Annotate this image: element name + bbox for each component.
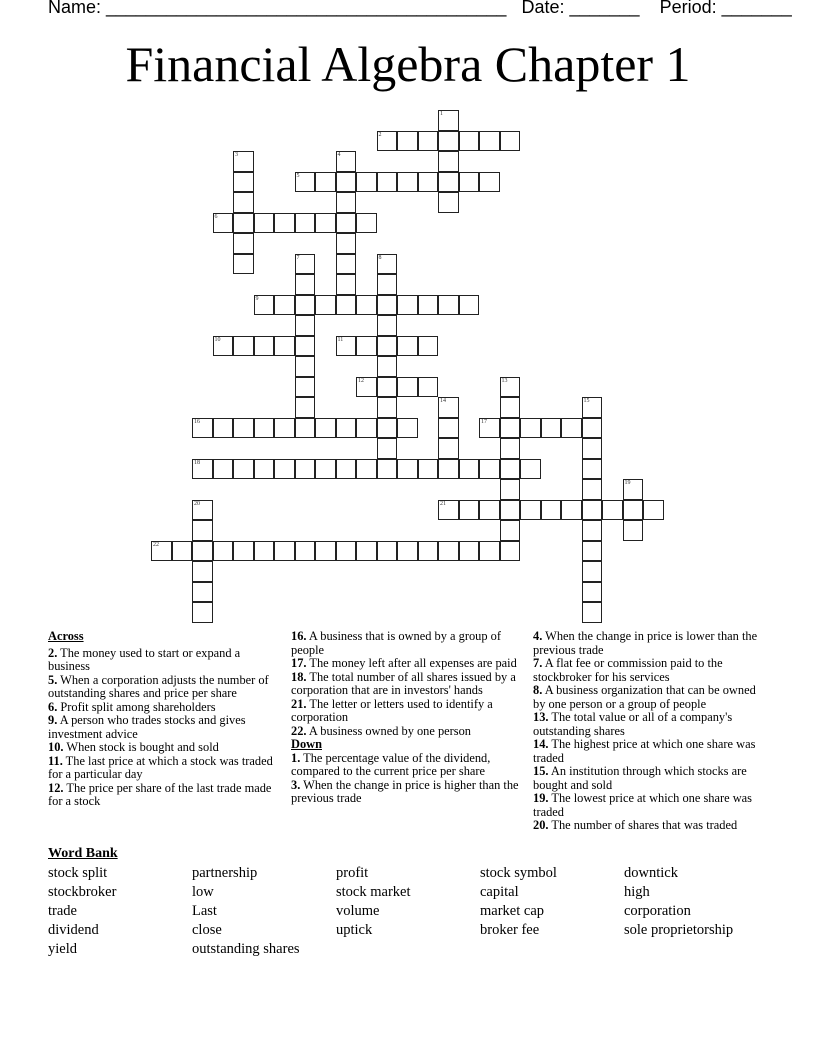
clue-down-13: 13. The total value or all of a company's outstanding shares: [533, 710, 733, 738]
grid-cell[interactable]: [582, 541, 603, 562]
word-bank-item: Last: [192, 903, 217, 919]
grid-cell[interactable]: [295, 397, 316, 418]
clue-number: 9: [255, 295, 259, 302]
clue-number: 16: [194, 418, 200, 425]
clue-number: 1: [440, 111, 443, 117]
down-heading: Down: [291, 737, 322, 751]
grid-cell[interactable]: [336, 233, 357, 254]
grid-cell[interactable]: [233, 151, 254, 172]
grid-cell[interactable]: [274, 213, 295, 234]
grid-cell[interactable]: [623, 520, 644, 541]
word-bank-item: close: [192, 922, 222, 938]
clue-across-6: 6. Profit split among shareholders: [48, 699, 216, 714]
grid-cell[interactable]: [213, 418, 234, 439]
grid-cell[interactable]: [377, 172, 398, 193]
grid-cell[interactable]: [274, 459, 295, 480]
grid-cell[interactable]: [377, 356, 398, 377]
grid-cell[interactable]: [274, 336, 295, 357]
grid-cell[interactable]: [233, 254, 254, 275]
student-info-line: [48, 0, 792, 18]
grid-cell[interactable]: [295, 315, 316, 336]
grid-cell[interactable]: [377, 315, 398, 336]
word-bank-item: yield: [48, 941, 77, 957]
grid-cell[interactable]: [254, 459, 275, 480]
grid-cell[interactable]: [561, 500, 582, 521]
grid-cell[interactable]: [602, 500, 623, 521]
clue-across-17: 17. The money left after all expenses are paid: [291, 656, 517, 670]
grid-cell[interactable]: [438, 438, 459, 459]
grid-cell[interactable]: [418, 541, 439, 562]
grid-cell[interactable]: [254, 213, 275, 234]
grid-cell[interactable]: [397, 541, 418, 562]
grid-cell[interactable]: [561, 418, 582, 439]
period-field-label[interactable]: Period: _______: [659, 0, 792, 17]
clue-across-10: 10. When stock is bought and sold: [48, 740, 219, 754]
clue-number: 18: [194, 459, 200, 466]
word-bank-item: stock market: [336, 884, 411, 900]
word-bank-row: [48, 902, 768, 921]
grid-cell[interactable]: [377, 418, 398, 439]
grid-cell[interactable]: [397, 336, 418, 357]
word-bank-title: Word Bank: [48, 846, 118, 861]
grid-cell[interactable]: [295, 377, 316, 398]
grid-cell[interactable]: [459, 295, 480, 316]
grid-cell[interactable]: [233, 172, 254, 193]
grid-cell[interactable]: [254, 541, 275, 562]
clue-number: 8: [378, 254, 382, 261]
grid-cell[interactable]: [438, 151, 459, 172]
grid-cell[interactable]: [192, 418, 213, 439]
grid-cell[interactable]: [623, 500, 644, 521]
clue-down-7: 7. A flat fee or commission paid to the stockbroker for his services: [533, 656, 723, 684]
grid-cell[interactable]: [500, 479, 521, 500]
grid-cell[interactable]: [377, 377, 398, 398]
grid-cell[interactable]: [151, 541, 172, 562]
word-bank-item: downtick: [624, 865, 678, 881]
page-title: Financial Algebra Chapter 1: [125, 36, 691, 92]
grid-cell[interactable]: [397, 377, 418, 398]
grid-cell[interactable]: [295, 172, 316, 193]
clue-down-15: 15. An institution through which stocks are bought and sold: [533, 764, 747, 792]
grid-cell[interactable]: [459, 541, 480, 562]
grid-cell[interactable]: [500, 500, 521, 521]
clue-across-2: 2. The money used to start or expand a business: [48, 645, 241, 673]
grid-cell[interactable]: [295, 541, 316, 562]
grid-cell[interactable]: [295, 459, 316, 480]
grid-cell[interactable]: [254, 418, 275, 439]
word-bank-item: broker fee: [480, 922, 540, 938]
clue-down-20: 20. The number of shares that was traded: [533, 818, 738, 832]
clue-number: 13: [501, 377, 508, 384]
grid-cell[interactable]: [233, 336, 254, 357]
grid-cell[interactable]: [377, 336, 398, 357]
clue-number: 6: [214, 213, 218, 220]
clue-down-4: 4. When the change in price is lower than the previous trade: [533, 629, 758, 657]
grid-cell[interactable]: [397, 172, 418, 193]
grid-cell[interactable]: [643, 500, 664, 521]
grid-cell[interactable]: [254, 336, 275, 357]
grid-cell[interactable]: [479, 418, 500, 439]
grid-cell[interactable]: [377, 274, 398, 295]
grid-cell[interactable]: [356, 295, 377, 316]
grid-cell[interactable]: [377, 254, 398, 275]
grid-cell[interactable]: [336, 418, 357, 439]
grid-cell[interactable]: [397, 418, 418, 439]
grid-cell[interactable]: [336, 192, 357, 213]
grid-cell[interactable]: [582, 520, 603, 541]
grid-cell[interactable]: [377, 459, 398, 480]
grid-cell[interactable]: [315, 459, 336, 480]
clue-down-14: 14. The highest price at which one share was traded: [533, 737, 756, 765]
clue-down-1: 1. The percentage value of the dividend, compared to the current price per share: [291, 750, 491, 778]
word-bank-item: corporation: [624, 903, 691, 919]
clue-across-16: 16. A business that is owned by a group of people: [291, 629, 501, 657]
grid-cell[interactable]: [192, 602, 213, 623]
grid-cell[interactable]: [233, 459, 254, 480]
grid-cell[interactable]: [295, 356, 316, 377]
word-bank-row: [48, 864, 768, 883]
grid-cell[interactable]: [582, 459, 603, 480]
grid-cell[interactable]: [438, 500, 459, 521]
grid-cell[interactable]: [397, 295, 418, 316]
grid-cell[interactable]: [315, 418, 336, 439]
clue-number: 14: [440, 398, 446, 404]
clue-down-8: 8. A business organization that can be owned by one person or a group of people: [533, 683, 756, 711]
grid-cell[interactable]: [192, 520, 213, 541]
grid-cell[interactable]: [438, 110, 459, 131]
word-bank-item: volume: [336, 903, 380, 919]
clue-number: 20: [194, 500, 200, 507]
grid-cell[interactable]: [356, 377, 377, 398]
word-bank-item: low: [192, 884, 214, 900]
grid-cell[interactable]: [192, 459, 213, 480]
clue-down-3: 3. When the change in price is higher than the previous trade: [291, 777, 519, 805]
date-field-label[interactable]: Date: _______: [521, 0, 640, 17]
grid-cell[interactable]: [479, 459, 500, 480]
word-bank-item: stockbroker: [48, 884, 117, 900]
grid-cell[interactable]: [192, 582, 213, 603]
grid-cell[interactable]: [192, 561, 213, 582]
word-bank-item: outstanding shares: [192, 941, 300, 957]
grid-cell[interactable]: [192, 500, 213, 521]
grid-cell[interactable]: [520, 418, 541, 439]
word-bank: [48, 864, 768, 959]
clue-number: 11: [337, 336, 344, 343]
grid-cell[interactable]: [192, 541, 213, 562]
grid-cell[interactable]: [582, 418, 603, 439]
grid-cell[interactable]: [356, 418, 377, 439]
word-bank-row: [48, 883, 768, 902]
grid-cell[interactable]: [582, 602, 603, 623]
grid-cell[interactable]: [295, 254, 316, 275]
grid-cell[interactable]: [438, 192, 459, 213]
clue-across-9: 9. A person who trades stocks and gives investment advice: [48, 713, 246, 741]
grid-cell[interactable]: [459, 459, 480, 480]
grid-cell[interactable]: [500, 520, 521, 541]
word-bank-item: stock split: [48, 865, 108, 881]
grid-cell[interactable]: [213, 336, 234, 357]
grid-cell[interactable]: [500, 541, 521, 562]
grid-cell[interactable]: [438, 172, 459, 193]
word-bank-item: dividend: [48, 922, 99, 938]
grid-cell[interactable]: [336, 274, 357, 295]
grid-cell[interactable]: [377, 295, 398, 316]
word-bank-item: market cap: [480, 903, 545, 919]
clue-number: 10: [214, 336, 221, 343]
word-bank-item: high: [624, 884, 650, 900]
grid-cell[interactable]: [377, 438, 398, 459]
clue-number: 5: [296, 172, 300, 179]
grid-cell[interactable]: [356, 336, 377, 357]
clue-number: 12: [358, 377, 364, 384]
grid-cell[interactable]: [438, 295, 459, 316]
grid-cell[interactable]: [418, 459, 439, 480]
grid-cell[interactable]: [582, 582, 603, 603]
grid-cell[interactable]: [254, 295, 275, 316]
grid-cell[interactable]: [356, 213, 377, 234]
word-bank-item: partnership: [192, 865, 258, 881]
word-bank-item: capital: [480, 884, 519, 900]
across-heading: Across: [48, 629, 84, 643]
word-bank-item: profit: [336, 865, 369, 881]
grid-cell[interactable]: [315, 172, 336, 193]
word-bank-item: uptick: [336, 922, 373, 938]
grid-cell[interactable]: [520, 459, 541, 480]
grid-cell[interactable]: [500, 418, 521, 439]
grid-cell[interactable]: [541, 418, 562, 439]
clue-number: 7: [296, 254, 300, 261]
grid-cell[interactable]: [336, 459, 357, 480]
clue-number: 3: [235, 152, 238, 158]
grid-cell[interactable]: [479, 131, 500, 152]
grid-cell[interactable]: [500, 397, 521, 418]
grid-cell[interactable]: [438, 541, 459, 562]
grid-cell[interactable]: [500, 377, 521, 398]
clue-across-21: 21. The letter or letters used to identify a corporation: [291, 696, 493, 724]
grid-cell[interactable]: [418, 172, 439, 193]
grid-cell[interactable]: [336, 541, 357, 562]
grid-cell[interactable]: [438, 418, 459, 439]
grid-cell[interactable]: [233, 233, 254, 254]
clue-column-3: [533, 630, 769, 833]
clue-across-11: 11. The last price at which a stock was traded for a particular day: [48, 753, 273, 781]
grid-cell[interactable]: [418, 295, 439, 316]
grid-cell[interactable]: [233, 192, 254, 213]
word-bank-row: [48, 921, 768, 940]
grid-cell[interactable]: [397, 131, 418, 152]
clue-number: 19: [624, 480, 631, 486]
grid-cell[interactable]: [520, 500, 541, 521]
grid-cell[interactable]: [233, 418, 254, 439]
grid-cell[interactable]: [295, 295, 316, 316]
grid-cell[interactable]: [541, 500, 562, 521]
grid-cell[interactable]: [274, 295, 295, 316]
grid-cell[interactable]: [274, 541, 295, 562]
name-field-label[interactable]: Name: ________________________________________: [48, 0, 507, 17]
clue-down-19: 19. The lowest price at which one share was traded: [533, 791, 752, 819]
clue-number: 17: [481, 418, 487, 425]
grid-cell[interactable]: [233, 213, 254, 234]
clue-across-18: 18. The total number of all shares issued by a corporation that are in investors' hands: [291, 669, 516, 697]
grid-cell[interactable]: [336, 336, 357, 357]
grid-cell[interactable]: [418, 377, 439, 398]
grid-cell[interactable]: [356, 459, 377, 480]
grid-cell[interactable]: [438, 397, 459, 418]
grid-cell[interactable]: [582, 397, 603, 418]
grid-cell[interactable]: [479, 172, 500, 193]
grid-cell[interactable]: [295, 336, 316, 357]
grid-cell[interactable]: [336, 172, 357, 193]
grid-cell[interactable]: [356, 172, 377, 193]
grid-cell[interactable]: [582, 500, 603, 521]
grid-cell[interactable]: [418, 131, 439, 152]
clue-across-22: 22. A business owned by one person: [291, 723, 472, 738]
grid-cell[interactable]: [459, 172, 480, 193]
clue-number: 21: [440, 500, 446, 507]
grid-cell[interactable]: [315, 541, 336, 562]
grid-cell[interactable]: [356, 541, 377, 562]
grid-cell[interactable]: [479, 541, 500, 562]
grid-cell[interactable]: [233, 541, 254, 562]
grid-cell[interactable]: [397, 459, 418, 480]
grid-cell[interactable]: [295, 274, 316, 295]
grid-cell[interactable]: [582, 479, 603, 500]
clue-across-5: 5. When a corporation adjusts the number of outstanding shares and price per share: [48, 672, 269, 700]
grid-cell[interactable]: [336, 254, 357, 275]
grid-cell[interactable]: [418, 336, 439, 357]
grid-cell[interactable]: [582, 561, 603, 582]
grid-cell[interactable]: [172, 541, 193, 562]
grid-cell[interactable]: [213, 541, 234, 562]
grid-cell[interactable]: [377, 397, 398, 418]
word-bank-item: trade: [48, 903, 77, 919]
grid-cell[interactable]: [459, 500, 480, 521]
clue-column-2: [291, 630, 523, 806]
grid-cell[interactable]: [582, 438, 603, 459]
word-bank-item: stock symbol: [480, 865, 557, 881]
grid-cell[interactable]: [438, 459, 459, 480]
word-bank-item: sole proprietorship: [624, 922, 734, 938]
clue-number: 15: [583, 398, 590, 404]
grid-cell[interactable]: [500, 131, 521, 152]
grid-cell[interactable]: [623, 479, 644, 500]
clue-number: 4: [337, 152, 341, 158]
clue-column-1: [48, 630, 284, 809]
grid-cell[interactable]: [479, 500, 500, 521]
grid-cell[interactable]: [500, 459, 521, 480]
grid-cell[interactable]: [336, 213, 357, 234]
grid-cell[interactable]: [213, 459, 234, 480]
grid-cell[interactable]: [336, 151, 357, 172]
grid-cell[interactable]: [274, 418, 295, 439]
grid-cell[interactable]: [315, 295, 336, 316]
grid-cell[interactable]: [295, 213, 316, 234]
grid-cell[interactable]: [295, 418, 316, 439]
grid-cell[interactable]: [500, 438, 521, 459]
grid-cell[interactable]: [377, 131, 398, 152]
clue-number: 2: [378, 131, 382, 138]
crossword-grid: [151, 110, 691, 630]
grid-cell[interactable]: [315, 213, 336, 234]
clue-number: 22: [153, 541, 159, 548]
grid-cell[interactable]: [213, 213, 234, 234]
word-bank-row: [48, 940, 768, 959]
grid-cell[interactable]: [438, 131, 459, 152]
grid-cell[interactable]: [377, 541, 398, 562]
clue-across-12: 12. The price per share of the last trade made for a stock: [48, 780, 272, 808]
grid-cell[interactable]: [336, 295, 357, 316]
grid-cell[interactable]: [459, 131, 480, 152]
